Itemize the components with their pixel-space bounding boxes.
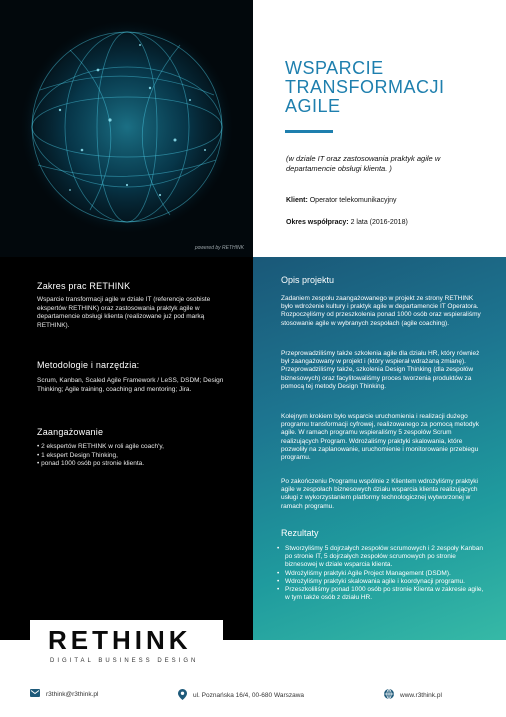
list-item: • 1 ekspert Design Thinking, — [37, 452, 237, 461]
project-panel — [253, 257, 506, 640]
footer-website[interactable] — [384, 689, 442, 701]
project-paragraph-2: Przeprowadziliśmy także szkolenia agile dla działu HR, który również był zaangażowany w projekt i (który wspierał wdrażaną zmianę). Przeprowadziliśmy także, szkolenia Design Thinking (dla zespołów biznesowych) oraz facylitowaliśmy proces tworzenia produktów za pomocą tej metody Design Thinking. — [281, 350, 480, 390]
list-item: • Wdrożyliśmy praktyki skalowania agile i koordynacji programu. — [277, 578, 487, 586]
page-subtitle: (w dziale IT oraz zastosowania praktyk agile w departamencie obsługi klienta. ) — [286, 154, 441, 173]
project-heading: Opis projektu — [281, 275, 335, 285]
rethink-logo — [30, 620, 223, 675]
client-info — [286, 197, 397, 204]
engagement-heading: Zaangażowanie — [37, 427, 104, 437]
logo-tagline: DIGITAL BUSINESS DESIGN — [50, 658, 199, 664]
globe-icon — [384, 689, 394, 701]
list-item: • 2 ekspertów RETHINK w roli agile coach'y, — [37, 443, 237, 452]
email-link[interactable]: r3think@r3think.pl — [46, 690, 99, 698]
period-info — [286, 219, 408, 226]
project-paragraph-4: Po zakończeniu Programu wspólnie z Klientem wdrożyliśmy praktyki agile w zespołach biznesowych działu wsparcia klienta realizujących usługi z wykorzystaniem platformy technologicznej wytworzonej w ramach programu. — [281, 478, 478, 510]
address-text: ul. Poznańska 16/4, 00-680 Warszawa — [193, 692, 305, 699]
scope-heading: Zakres prac RETHINK — [37, 281, 131, 291]
footer-email[interactable] — [30, 689, 98, 699]
mail-icon — [30, 689, 40, 699]
client-value: Operator telekomunikacyjny — [309, 197, 397, 204]
title-line-2: TRANSFORMACJI — [285, 77, 445, 97]
glowing-sphere-graphic — [0, 0, 253, 257]
list-item: • ponad 1000 osób po stronie klienta. — [37, 460, 237, 469]
scope-panel — [0, 257, 253, 640]
footer-address — [178, 689, 304, 702]
methods-text: Scrum, Kanban, Scaled Agile Framework / LeSS, DSDM; Design Thinking; Agile training, coaching and mentoring; Jira. — [37, 377, 224, 393]
list-item: • Stworzyliśmy 5 dojrzałych zespołów scrumowych i 2 zespoły Kanban po stronie IT, 5 dojrzałych zespołów scrumowych po stronie biznesowej w dziale wsparcia klienta. — [277, 545, 487, 570]
location-pin-icon — [178, 689, 187, 702]
period-value: 2 lata (2016-2018) — [350, 219, 408, 226]
list-item: • Wdrożyliśmy praktyki Agile Project Management (DSDM). — [277, 570, 487, 578]
page-title — [285, 59, 485, 116]
project-paragraph-1: Zadaniem zespołu zaangażowanego w projekt ze strony RETHINK było wdrożenie kultury i praktyk agile w departamencie IT Operatora. Rozpoczęliśmy od przeszkolenia ponad 1000 osób oraz wspieraliśmy stosowanie agile w wybranych zespołach (agile coaching). — [281, 295, 481, 327]
title-line-1: WSPARCIE — [285, 58, 384, 78]
logo-wordmark: RETHINK — [48, 625, 192, 655]
period-label: Okres współpracy: — [286, 219, 349, 226]
list-item: • Przeszkoliliśmy ponad 1000 osób po stronie Klienta w zakresie agile, w tym także osób z działu HR. — [277, 586, 487, 602]
project-paragraph-3: Kolejnym krokiem było wsparcie uruchomienia i realizacji dużego programu transformacji cyfrowej, realizowanego za pomocą metodyk agile. W ramach programu wspieraliśmy 5 zespołów Scrum realizujących Program. Wdrożaliśmy praktyki skalowania, które pozwoliły na zaplanowanie, uruchomienie i monitorowanie przebiegu programu. — [281, 413, 479, 462]
title-underline — [285, 130, 333, 133]
methods-heading: Metodologie i narzędzia: — [37, 360, 140, 370]
client-label: Klient: — [286, 197, 308, 204]
results-heading: Rezultaty — [281, 528, 319, 538]
title-line-3: AGILE — [285, 96, 341, 116]
results-list — [277, 545, 487, 602]
hero-image — [0, 0, 253, 257]
scope-text: Wsparcie transformacji agile w dziale IT (referencje osobiste ekspertów RETHINK) oraz zastosowania praktyk agile w departamencie obsługi klienta (realizowane już pod marką RETHINK). — [37, 296, 211, 329]
website-link[interactable]: www.r3think.pl — [400, 691, 442, 699]
engagement-list — [37, 443, 237, 469]
image-credit: powered by RETHINK — [194, 245, 244, 251]
footer — [0, 675, 506, 717]
